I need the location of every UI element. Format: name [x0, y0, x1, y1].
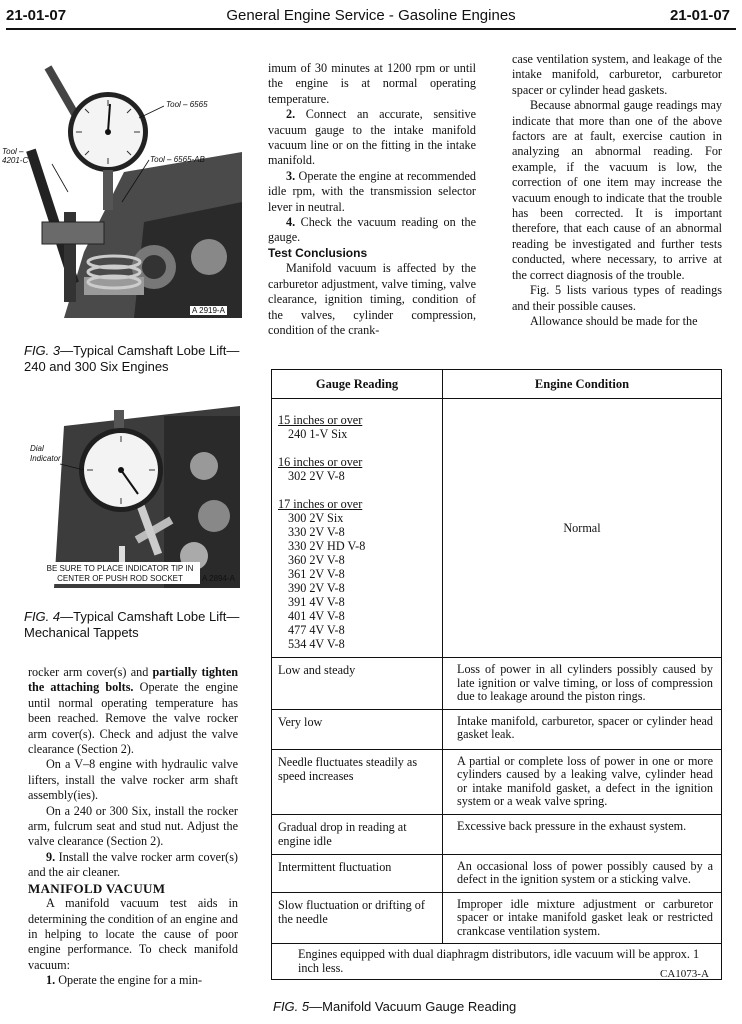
section-heading-manifold-vacuum: MANIFOLD VACUUM — [28, 880, 166, 896]
fig5-caption-prefix: FIG. 5 — [273, 999, 310, 1014]
left-paragraph-4: 9. Install the valve rocker arm cover(s) and the air cleaner. — [28, 849, 238, 880]
table-row: Gradual drop in reading at engine idle Excessive back pressure in the exhaust system. — [272, 814, 722, 854]
left-paragraph-6: 1. Operate the engine for a min- — [46, 973, 203, 988]
table-header-gauge-reading: Gauge Reading — [272, 370, 443, 399]
manifold-vacuum-table — [271, 369, 722, 980]
fig4-label-dial-indicator: Dial Indicator — [30, 444, 61, 463]
fig5-figure-code: CA1073-A — [660, 968, 709, 980]
middle-paragraph-5: Manifold vacuum is affected by the carburetor adjustment, valve timing, valve clearance, ignition timing, condition of the valves, cylinder compression, condition of the crank- — [268, 261, 476, 337]
left-paragraph-1: rocker arm cover(s) and partially tighten the attaching bolts. Operate the engine until normal operating temperature has been reached. Remove the valve rocker arm cover(s). Check and adjust the valve clearance (Section 2). — [28, 665, 239, 757]
middle-paragraph-3: 3. Operate the engine at recommended idle rpm, with the transmission selector lever in neutral. — [268, 168, 476, 214]
fig5-caption — [273, 999, 713, 1015]
right-paragraph-3: Fig. 5 lists various types of readings and their possible causes. — [512, 283, 722, 313]
normal-readings-cell — [272, 399, 443, 658]
table-row: Intermittent fluctuation An occasional loss of power possibly caused by a defect in the ignition system or a sticking valve. — [272, 854, 722, 892]
left-column-text — [28, 665, 238, 989]
normal-group-17: 17 inches or over 300 2V Six 330 2V V-8 330 2V HD V-8 360 2V V-8 361 2V V-8 390 2V V-8 391 4V V-8 401 4V V-8 477 4V V-8 534 4V V-8 — [278, 497, 366, 651]
page-number-left: 21-01-07 — [6, 7, 67, 24]
middle-paragraph-4: 4. Check the vacuum reading on the gauge. — [268, 215, 476, 245]
fig3-illustration — [2, 52, 242, 318]
fig3-caption — [24, 343, 244, 375]
fig3-caption-prefix: FIG. 3 — [24, 343, 61, 358]
fig4-note: BE SURE TO PLACE INDICATOR TIP IN CENTER OF PUSH ROD SOCKET — [46, 564, 194, 583]
right-column-text — [512, 52, 722, 329]
table-row: Needle fluctuates steadily as speed increases A partial or complete loss of power in one or more cylinders caused by a leaking valve, cylinder head or intake manifold gasket, a defect in the ignition system or a weak valve spring. — [272, 749, 722, 814]
right-paragraph-1: case ventilation system, and leakage of the intake manifold, carburetor, carburetor spacer or cylinder head gaskets. — [512, 52, 722, 97]
table-row: Low and steady Loss of power in all cylinders possibly caused by late ignition or valve timing, or loss of compression due to leakage around the piston rings. — [272, 658, 722, 710]
section-heading-test-conclusions: Test Conclusions — [268, 245, 368, 260]
left-paragraph-2: On a V–8 engine with hydraulic valve lifters, install the valve rocker arm shaft assembly(ies). — [28, 757, 238, 803]
fig4-caption-text: —Typical Camshaft Lobe Lift—Mechanical Tappets — [24, 609, 240, 640]
table-row: Slow fluctuation or drifting of the needle Improper idle mixture adjustment or carburetor spacer or intake manifold gasket leak or restricted crankcase ventilation system. — [272, 892, 722, 944]
table-row: Very low Intake manifold, carburetor, spacer or cylinder head gasket leak. — [272, 709, 722, 749]
table-row-normal — [272, 399, 722, 658]
fig4-caption — [24, 609, 244, 641]
table-footnote-row — [272, 944, 722, 980]
right-paragraph-2: Because abnormal gauge readings may indicate that more than one of the above factors are at fault, exercise caution in analyzing an abnormal reading. For example, if the vacuum is low, the correction of one item may increase the vacuum enough to indicate that the trouble has been corrected. It is important therefore, that each cause of an abnormal reading be investigated and further tests conducted, where necessary, to arrive at the correct diagnosis of the trouble. — [512, 98, 722, 282]
fig3-caption-text: —Typical Camshaft Lobe Lift—240 and 300 Six Engines — [24, 343, 240, 374]
table-footnote: Engines equipped with dual diaphragm distributors, idle vacuum will be approx. 1 inch less. — [272, 944, 722, 980]
middle-paragraph-2: 2. Connect an accurate, sensitive vacuum gauge to the intake manifold vacuum line or on the fitting in the intake manifold. — [268, 107, 476, 168]
normal-group-15: 15 inches or over 240 1-V Six — [278, 413, 363, 441]
middle-paragraph-1: imum of 30 minutes at 1200 rpm or until the engine is at normal operating temperature. — [268, 61, 476, 106]
fig3-label-tool-6565: Tool – 6565 — [166, 100, 208, 109]
page-number-right: 21-01-07 — [669, 7, 730, 24]
fig5-caption-text: —Manifold Vacuum Gauge Reading — [309, 999, 517, 1014]
middle-column-text — [268, 61, 476, 338]
page-title: General Engine Service - Gasoline Engines — [226, 7, 516, 24]
fig4-caption-prefix: FIG. 4 — [24, 609, 61, 624]
fig4-illustration — [24, 406, 240, 588]
right-paragraph-4: Allowance should be made for the — [530, 313, 698, 328]
table-header-engine-condition: Engine Condition — [443, 370, 722, 399]
fig3-photo — [24, 52, 242, 318]
fig4-figure-code: A 2894-A — [202, 574, 235, 583]
table-header-row — [272, 370, 722, 399]
header-rule — [6, 28, 736, 30]
normal-condition-cell: Normal — [443, 399, 722, 658]
fig3-figure-code: A 2919-A — [192, 306, 225, 315]
fig3-label-tool-4201c: Tool – 4201-C — [2, 147, 29, 165]
left-paragraph-5: A manifold vacuum test aids in determining the condition of an engine and in helping to locate the cause of poor engine performance. To check manifold vacuum: — [28, 896, 238, 972]
page-header — [0, 4, 742, 28]
fig3-label-tool-6565ab: Tool – 6565-AB — [150, 155, 205, 164]
normal-group-16: 16 inches or over 302 2V V-8 — [278, 455, 363, 483]
fig4-photo — [24, 406, 240, 588]
left-paragraph-3: On a 240 or 300 Six, install the rocker arm, fulcrum seat and stud nut. Adjust the valve clearance (Section 2). — [28, 803, 238, 849]
